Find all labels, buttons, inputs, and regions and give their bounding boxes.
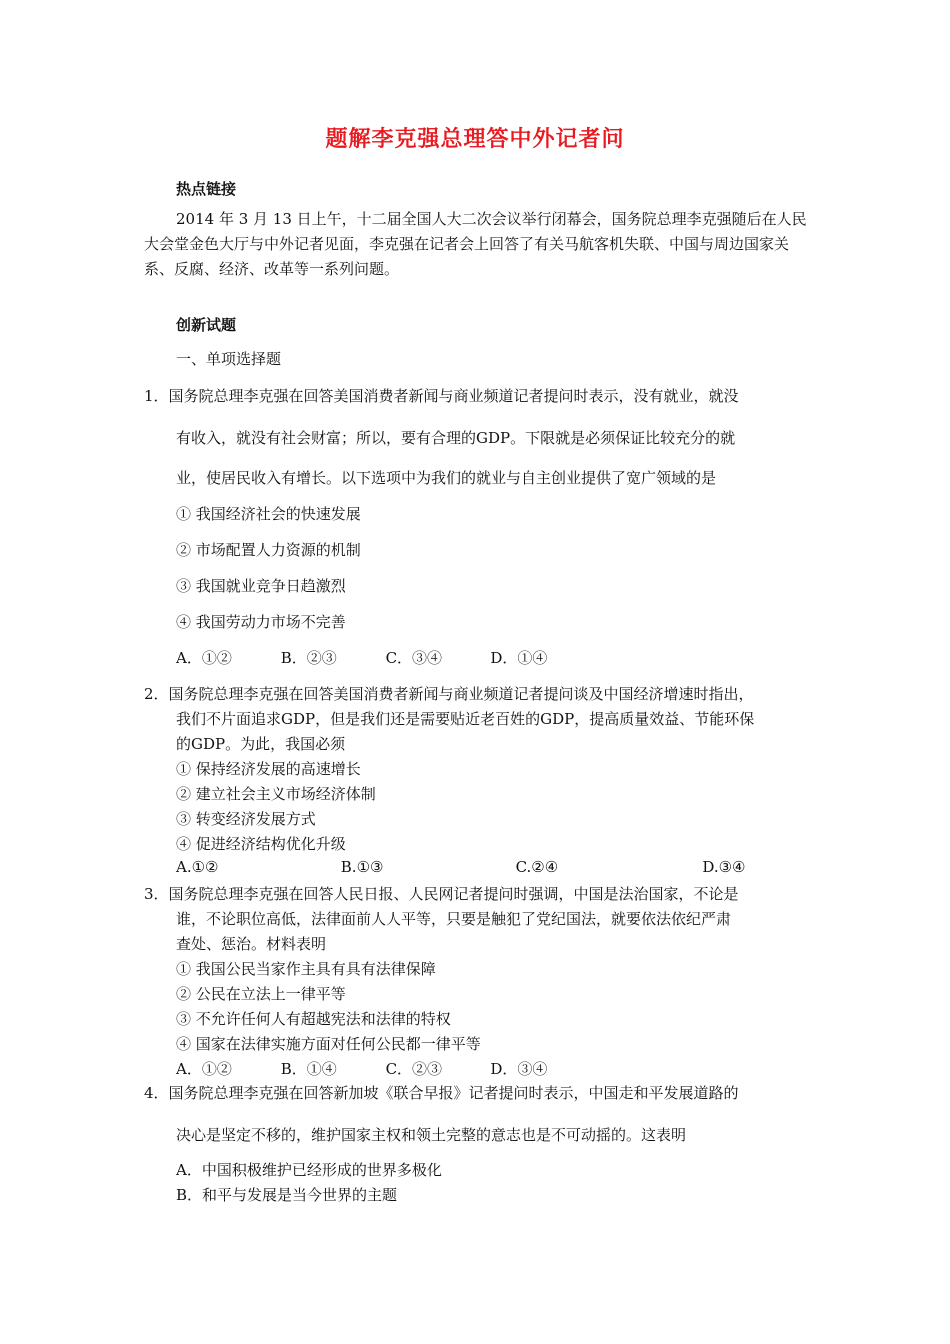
section-heading: 创新试题: [176, 316, 237, 334]
hot-link-paragraph: 2014 年 3 月 13 日上午，十二届全国人大二次会议举行闭幕会，国务院总理李克强随后在人民大会堂金色大厅与中外记者见面，李克强在记者会上回答了有关马航客机失联、中国与周边国家关系、反腐、经济、改革等一系列问题。: [144, 210, 807, 278]
q1-item: ③ 我国就业竞争日趋激烈: [176, 577, 346, 595]
q3-choice-d: D．③④: [490, 1060, 548, 1078]
q3-stem-line2: 谁，不论职位高低，法律面前人人平等，只要是触犯了党纪国法，就要依法依纪严肃: [176, 910, 732, 928]
q3-item: ④ 国家在法律实施方面对任何公民都一律平等: [176, 1035, 481, 1053]
q1-stem-line2: 有收入，就没有社会财富；所以，要有合理的GDP。下限就是必须保证比较充分的就: [176, 429, 736, 447]
q2-choices: [176, 858, 762, 876]
q2-item: ② 建立社会主义市场经济体制: [176, 785, 376, 803]
q2-stem-line3: 的GDP。为此，我国必须: [176, 735, 346, 753]
q4-stem-line2: 决心是坚定不移的，维护国家主权和领土完整的意志也是不可动摇的。这表明: [176, 1126, 687, 1144]
hot-link-heading: 热点链接: [176, 180, 237, 198]
q1-item: ① 我国经济社会的快速发展: [176, 505, 361, 523]
q3-stem-line1: 3．国务院总理李克强在回答人民日报、人民网记者提问时强调，中国是法治国家，不论是: [144, 885, 739, 903]
q3-choice-b: B．①④: [280, 1060, 337, 1078]
page-title: 题解李克强总理答中外记者问: [325, 127, 625, 152]
q2-choice-c: C.②④: [515, 858, 559, 876]
q3-choice-c: C．②③: [385, 1060, 443, 1078]
section-subheading: 一、单项选择题: [176, 350, 282, 368]
q1-choices: [176, 647, 590, 668]
q2-choice-b: B.①③: [340, 858, 384, 876]
q1-choice-d: D．①④: [490, 649, 548, 667]
q1-choice-c: C．③④: [385, 649, 443, 667]
q3-item: ① 我国公民当家作主具有具有法律保障: [176, 960, 436, 978]
q1-item: ② 市场配置人力资源的机制: [176, 541, 361, 559]
q1-stem-line1: 1．国务院总理李克强在回答美国消费者新闻与商业频道记者提问时表示，没有就业，就没: [144, 387, 739, 405]
q4-stem-line1: 4．国务院总理李克强在回答新加坡《联合早报》记者提问时表示，中国走和平发展道路的: [144, 1084, 739, 1102]
q3-item: ③ 不允许任何人有超越宪法和法律的特权: [176, 1010, 451, 1028]
q3-stem-line3: 查处、惩治。材料表明: [176, 935, 327, 953]
q1-choice-a: A．①②: [176, 649, 232, 667]
q3-item: ② 公民在立法上一律平等: [176, 985, 346, 1003]
q4-option-b: B．和平与发展是当今世界的主题: [176, 1186, 398, 1204]
q3-choice-a: A．①②: [176, 1060, 232, 1078]
q2-choice-a: A.①②: [176, 858, 219, 876]
q4-option-a: A．中国积极维护已经形成的世界多极化: [176, 1161, 442, 1179]
q1-item: ④ 我国劳动力市场不完善: [176, 613, 346, 631]
q2-stem-line1: 2．国务院总理李克强在回答美国消费者新闻与商业频道记者提问谈及中国经济增速时指出，: [144, 685, 754, 703]
q2-item: ③ 转变经济发展方式: [176, 810, 316, 828]
q1-choice-b: B．②③: [280, 649, 337, 667]
q2-item: ① 保持经济发展的高速增长: [176, 760, 361, 778]
q1-stem-line3: 业，使居民收入有增长。以下选项中为我们的就业与自主创业提供了宽广领域的是: [176, 469, 717, 487]
q2-choice-d: D.③④: [702, 858, 746, 876]
q3-choices: [176, 1058, 590, 1079]
q2-item: ④ 促进经济结构优化升级: [176, 835, 346, 853]
q2-stem-line2: 我们不片面追求GDP，但是我们还是需要贴近老百姓的GDP，提高质量效益、节能环保: [176, 710, 755, 728]
